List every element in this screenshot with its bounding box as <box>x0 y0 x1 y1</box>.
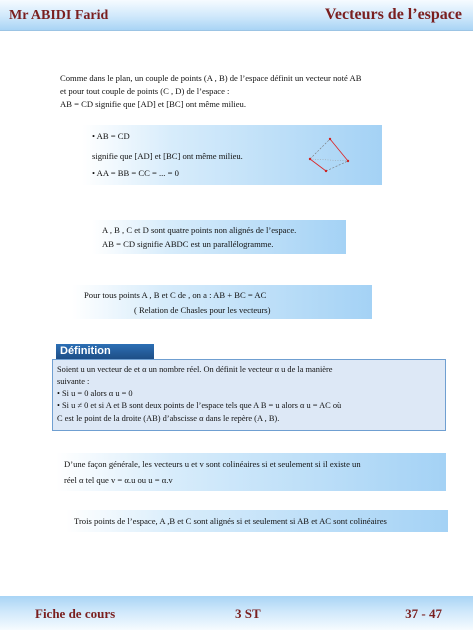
definition-box <box>52 359 446 431</box>
definition-line-1: Soient u un vecteur de et α un nombre réel. On définit le vecteur α u de la manière <box>57 365 333 374</box>
intro-line-1: Comme dans le plan, un couple de points (A , B) de l’espace définit un vecteur noté AB <box>60 73 362 83</box>
intro-paragraph <box>60 72 430 111</box>
box2-line-1: A , B , C et D sont quatre points non alignés de l’espace. <box>102 225 297 235</box>
page-number: 37 - 47 <box>405 606 442 621</box>
chasles-relation-box <box>72 285 372 319</box>
box4-line-1: D’une façon générale, les vecteurs u et v sont colinéaires si et seulement si il existe un <box>64 459 361 469</box>
intro-line-3: AB = CD signifie que [AD] et [BC] ont même milieu. <box>60 99 247 109</box>
box1-line-3: • AA = BB = CC = ... = 0 <box>92 168 179 178</box>
box3-line-2: ( Relation de Chasles pour les vecteurs) <box>134 305 271 315</box>
definition-heading: Définition <box>56 344 154 359</box>
property-box-equal-vectors <box>82 125 382 185</box>
page-footer <box>0 596 473 630</box>
definition-line-3: • Si u = 0 alors α u = 0 <box>57 389 133 398</box>
aligned-points-box <box>66 510 448 532</box>
box1-line-2: signifie que [AD] et [BC] ont même milieu. <box>92 151 243 161</box>
property-box-parallelogram <box>92 220 346 254</box>
definition-line-2: suivante : <box>57 377 90 386</box>
box3-line-1: Pour tous points A , B et C de , on a : AB + BC = AC <box>84 290 267 300</box>
box4-line-2: réel α tel que v = α.u ou u = α.v <box>64 475 173 485</box>
author-name: Mr ABIDI Farid <box>9 8 109 23</box>
box2-line-2: AB = CD signifie ABDC est un parallélogramme. <box>102 239 274 249</box>
footer-label: Fiche de cours <box>35 606 116 621</box>
box1-line-1: • AB = CD <box>92 131 130 141</box>
colinear-vectors-box <box>56 453 446 491</box>
intro-line-2: et pour tout couple de points (C , D) de l’espace : <box>60 86 230 96</box>
box5-line-1: Trois points de l’espace, A ,B et C sont alignés si et seulement si AB et AC sont colinéaires <box>74 516 387 526</box>
page-title: Vecteurs de l’espace <box>324 6 462 23</box>
vector-figure-icon <box>304 131 374 177</box>
definition-line-4: • Si u ≠ 0 et si A et B sont deux points de l’espace tels que A B = u alors α u = AC où <box>57 401 342 410</box>
definition-line-5: C est le point de la droite (AB) d’abscisse α dans le repère (A , B). <box>57 414 280 423</box>
footer-class: 3 ST <box>235 606 261 621</box>
page-header <box>0 0 473 31</box>
